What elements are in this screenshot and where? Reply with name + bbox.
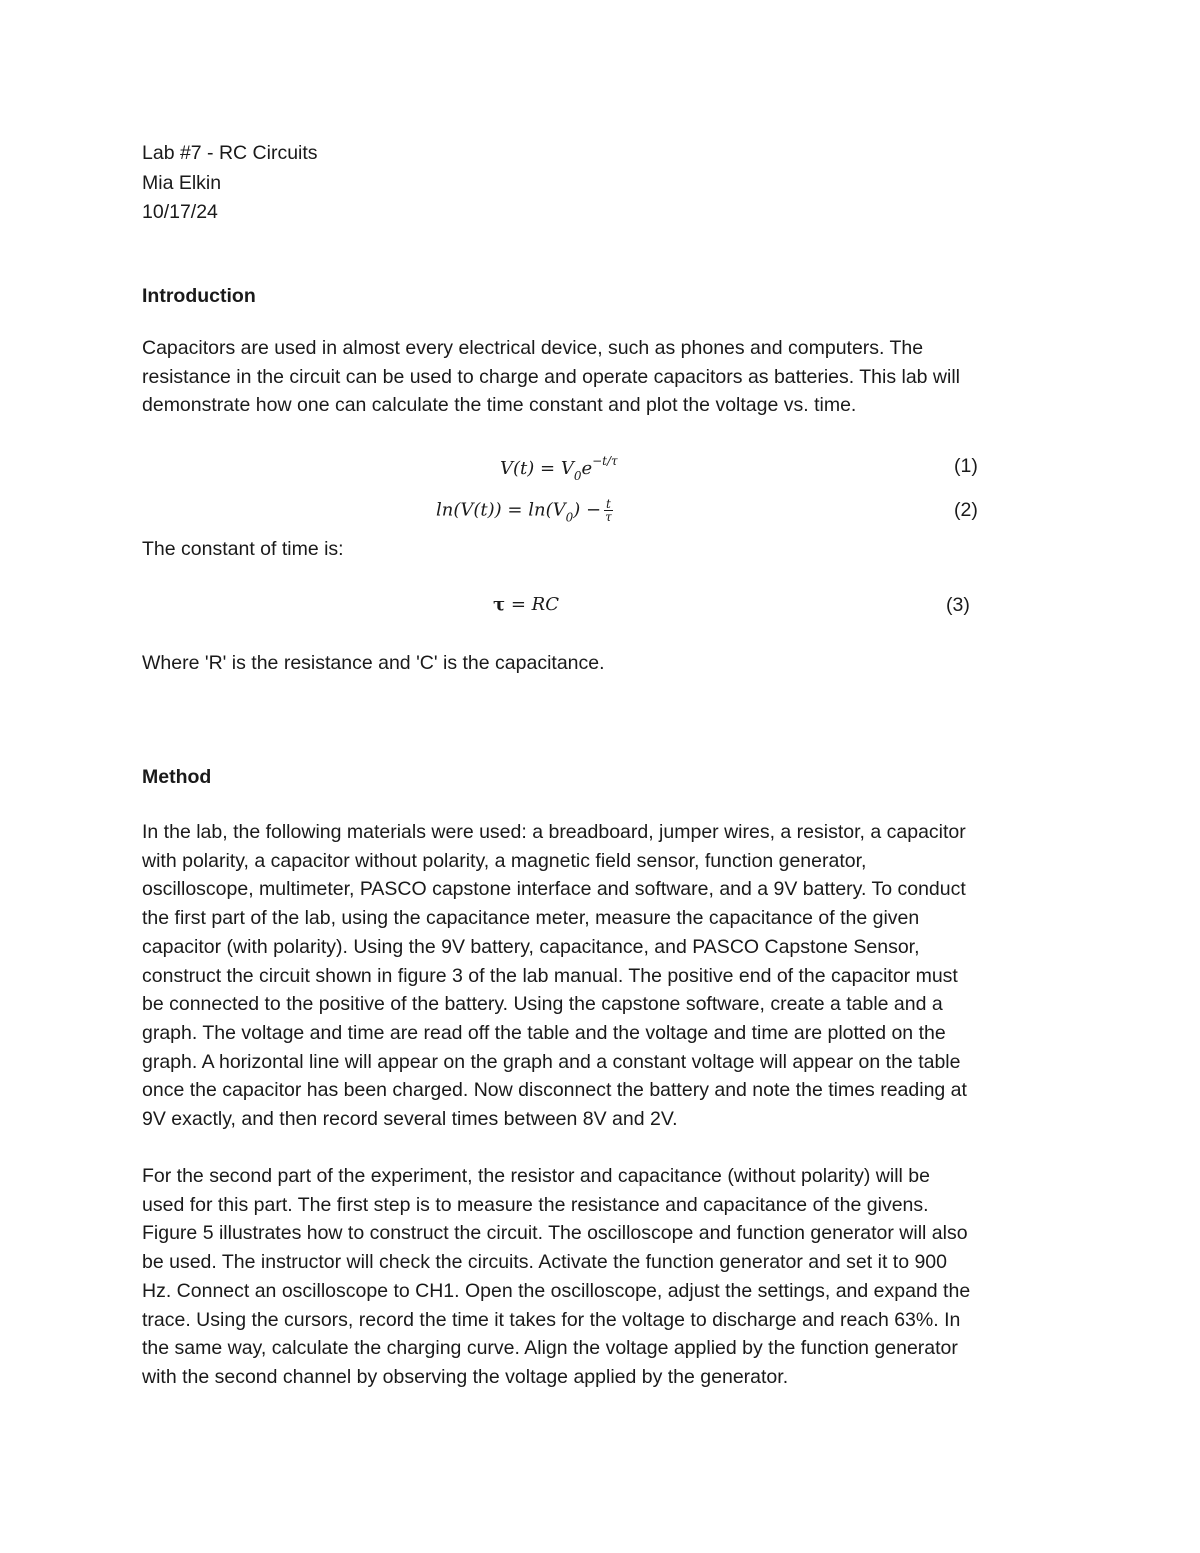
equation-3: τ = RC: [493, 594, 559, 615]
paragraph-line: once the capacitor has been charged. Now disconnect the battery and note the times reading at: [142, 1079, 967, 1102]
paragraph-line: with the second channel by observing the voltage applied by the generator.: [142, 1365, 789, 1388]
paragraph-line: construct the circuit shown in figure 3 of the lab manual. The positive end of the capacitor must: [142, 964, 958, 987]
paragraph-line: trace. Using the cursors, record the time it takes for the voltage to discharge and reach 63%. In: [142, 1308, 961, 1331]
equation-number-1: (1): [954, 455, 978, 477]
paragraph-line: 9V exactly, and then record several times between 8V and 2V.: [142, 1108, 678, 1131]
author-name: Mia Elkin: [142, 172, 222, 194]
paragraph-line: capacitor (with polarity). Using the 9V battery, capacitance, and PASCO Capstone Sensor,: [142, 935, 920, 958]
equation-1: $V(t) = V_0e^{-t/\tau}$: [500, 454, 618, 483]
paragraph-line: be used. The instructor will check the circuits. Activate the function generator and set it to 900: [142, 1251, 947, 1274]
paragraph-line: with polarity, a capacitor without polarity, a magnetic field sensor, function generator,: [142, 849, 867, 872]
paragraph-line: resistance in the circuit can be used to charge and operate capacitors as batteries. This lab will: [142, 365, 961, 388]
paragraph-line: graph. The voltage and time are read off the table and the voltage and time are plotted on the: [142, 1021, 946, 1044]
method-paragraph-2: [142, 1162, 1072, 1392]
equation-number-3: (3): [946, 594, 970, 616]
paragraph-line: graph. A horizontal line will appear on the graph and a constant voltage will appear on the table: [142, 1050, 961, 1073]
paragraph-line: the first part of the lab, using the capacitance meter, measure the capacitance of the given: [142, 907, 920, 930]
document-date: 10/17/24: [142, 201, 218, 223]
time-constant-text: The constant of time is:: [142, 538, 344, 560]
introduction-heading: Introduction: [142, 285, 256, 307]
paragraph-line: be connected to the positive of the battery. Using the capstone software, create a table and a: [142, 993, 943, 1016]
method-paragraph-1: [142, 818, 1072, 1134]
equation-2: $\ln(V(t)) = \ln(V_0)$ − $\frac{t}{\tau}$: [436, 497, 612, 525]
paragraph-line: Figure 5 illustrates how to construct the circuit. The oscilloscope and function generator will also: [142, 1222, 968, 1245]
paragraph-line: oscilloscope, multimeter, PASCO capstone interface and software, and a 9V battery. To conduct: [142, 878, 966, 901]
paragraph-line: used for this part. The first step is to measure the resistance and capacitance of the givens.: [142, 1193, 929, 1216]
where-text: Where 'R' is the resistance and 'C' is the capacitance.: [142, 652, 605, 674]
paragraph-line: Hz. Connect an oscilloscope to CH1. Open the oscilloscope, adjust the settings, and expand the: [142, 1279, 971, 1302]
document-title: Lab #7 - RC Circuits: [142, 142, 318, 164]
paragraph-line: For the second part of the experiment, the resistor and capacitance (without polarity) will be: [142, 1165, 930, 1187]
paragraph-line: the same way, calculate the charging curve. Align the voltage applied by the function generator: [142, 1337, 958, 1360]
paragraph-line: Capacitors are used in almost every electrical device, such as phones and computers. The: [142, 337, 924, 359]
method-heading: Method: [142, 766, 212, 788]
paragraph-line: In the lab, the following materials were used: a breadboard, jumper wires, a resistor, a capacitor: [142, 821, 966, 843]
equation-number-2: (2): [954, 499, 978, 521]
paragraph-line: demonstrate how one can calculate the time constant and plot the voltage vs. time.: [142, 394, 857, 417]
introduction-paragraph: [142, 334, 1072, 420]
